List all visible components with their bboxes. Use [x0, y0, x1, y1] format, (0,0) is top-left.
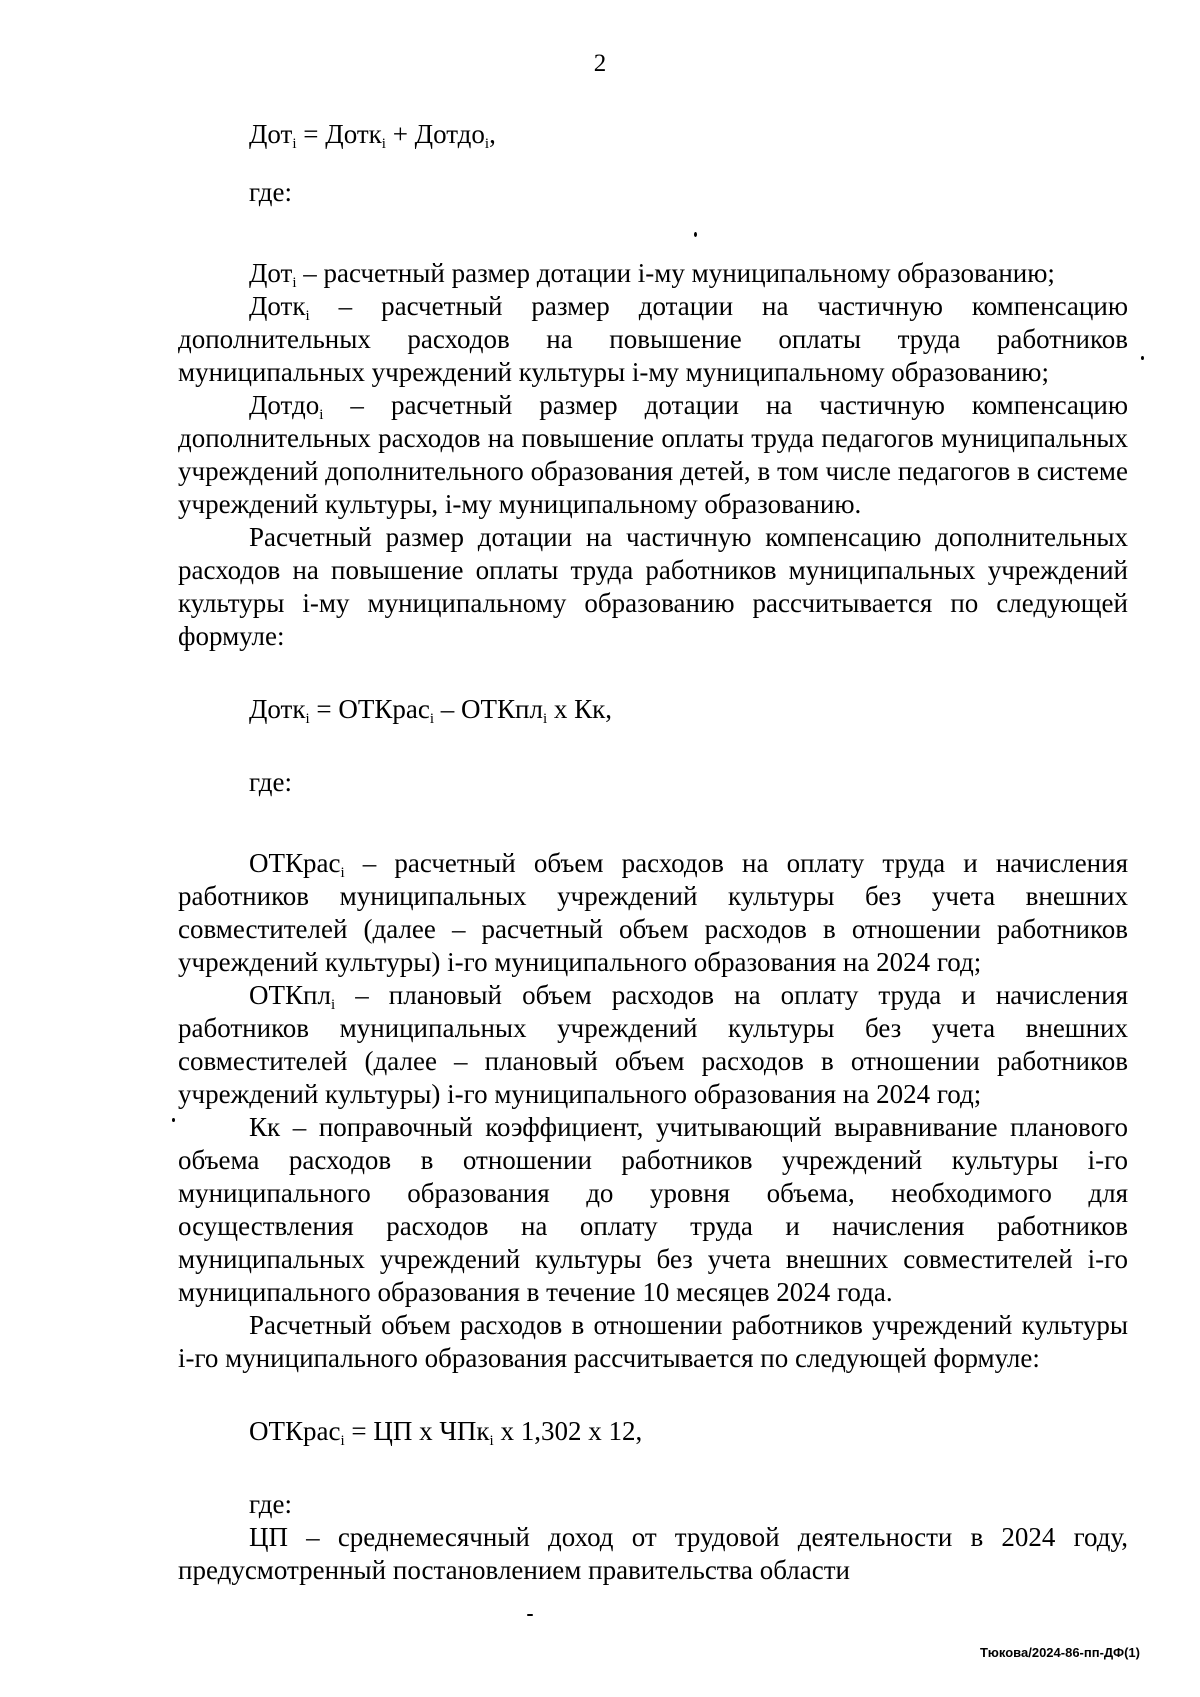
subscript: i [305, 711, 310, 727]
formula-text: Дот [249, 119, 293, 149]
definition-text: – расчетный объем расходов на оплату труда и начисления работников муниципальных учреждений культуры без учета внешних совместителей (далее – расчетный объем расходов в отношении работников учреждений культуры) i-го муниципального образования на 2024 год; [178, 848, 1128, 977]
subscript: i [542, 711, 548, 727]
subscript: i [330, 997, 336, 1013]
formula-text: = ЦП х ЧПк [344, 1416, 490, 1446]
formula-text: + Дотдо [385, 119, 485, 149]
document-reference-id: Тюкова/2024-86-пп-ДФ(1) [980, 1645, 1140, 1660]
formula-otkras [178, 1415, 1128, 1448]
term: ОТКпл [249, 980, 331, 1010]
document-body [178, 118, 1128, 1587]
scan-speck [527, 1614, 533, 1616]
definition-kk: Кк – поправочный коэффициент, учитывающий выравнивание планового объема расходов в отношении работников учреждений культуры i-го муниципального образования до уровня объема, необходимого для осуществления расходов на оплату труда и начисления работников муниципальных учреждений культуры без учета внешних совместителей i-го муниципального образования в течение 10 месяцев 2024 года. [178, 1112, 1128, 1307]
term: Дотк [249, 291, 306, 321]
formula-text: х 1,302 х 12, [493, 1416, 643, 1446]
paragraph-calculation-2: Расчетный объем расходов в отношении работников учреждений культуры i-го муниципального образования рассчитывается по следующей формуле: [178, 1310, 1128, 1373]
subscript: i [292, 136, 297, 152]
subscript: i [319, 407, 324, 423]
definition-text: – расчетный размер дотации i-му муниципальному образованию; [296, 258, 1055, 288]
subscript: i [489, 1433, 494, 1449]
formula-text: Дотк [249, 694, 306, 724]
subscript: i [340, 1433, 345, 1449]
formula-text: ОТКрас [249, 1416, 341, 1446]
page-number: 2 [593, 50, 607, 77]
definition-otkpl [178, 979, 1128, 1111]
definition-text: – расчетный размер дотации на частичную компенсацию дополнительных расходов на повышение оплаты труда педагогов муниципальных учреждений дополнительного образования детей, в том числе педагогов в системе учреждений культуры, i-му муниципальному образованию. [178, 390, 1128, 519]
definition-dotdo [178, 389, 1128, 521]
subscript: i [305, 308, 310, 324]
formula-text: = Дотк [296, 119, 382, 149]
subscript: i [381, 136, 386, 152]
where-label: где: [249, 177, 292, 207]
term: Дот [249, 258, 293, 288]
definition-otkras [178, 847, 1128, 979]
definition-cp: ЦП – среднемесячный доход от трудовой деятельности в 2024 году, предусмотренный постановлением правительства области [178, 1522, 1128, 1585]
definition-dot [178, 257, 1128, 290]
paragraph-calculation-1: Расчетный размер дотации на частичную компенсацию дополнительных расходов на повышение оплаты труда работников муниципальных учреждений культуры i-му муниципальному образованию рассчитывается по следующей формуле: [178, 522, 1128, 651]
definition-dotk [178, 290, 1128, 389]
formula-text: = ОТКрас [309, 694, 430, 724]
subscript: i [340, 865, 345, 881]
formula-text: , [489, 119, 496, 149]
term: Дотдо [249, 390, 320, 420]
formula-dotk [178, 693, 1128, 726]
definition-text: – плановый объем расходов на оплату труда и начисления работников муниципальных учреждений культуры без учета внешних совместителей (далее – плановый объем расходов в отношении работников учреждений культуры) i-го муниципального образования на 2024 год; [178, 980, 1128, 1109]
formula-text: х Кк, [547, 694, 613, 724]
scan-speck [694, 232, 697, 237]
subscript: i [484, 136, 490, 152]
scan-speck [172, 1118, 175, 1122]
formula-dot [178, 118, 1128, 151]
subscript: i [429, 711, 435, 727]
formula-text: – ОТКпл [434, 694, 543, 724]
subscript: i [292, 275, 297, 291]
scan-speck [1141, 356, 1144, 360]
term: ОТКрас [249, 848, 341, 878]
where-label: где: [249, 1489, 292, 1519]
definition-text: – расчетный размер дотации на частичную компенсацию дополнительных расходов на повышение оплаты труда работников муниципальных учреждений культуры i-му муниципальному образованию; [178, 291, 1128, 387]
where-label: где: [249, 767, 292, 797]
